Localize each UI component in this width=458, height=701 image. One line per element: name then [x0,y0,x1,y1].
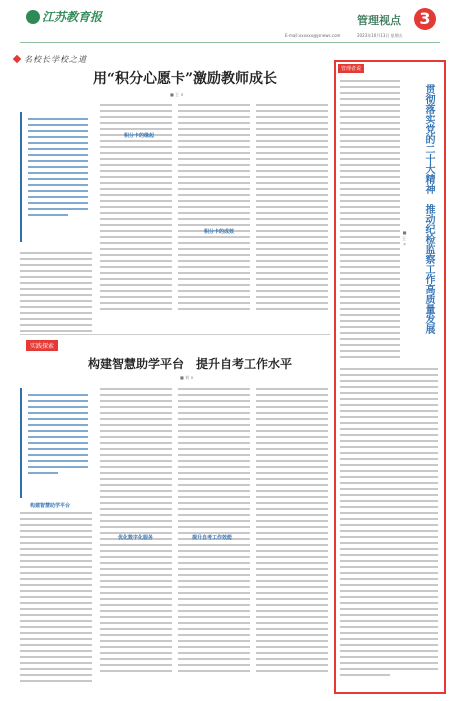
article-body-col2 [100,388,172,672]
column-tag: 名校长学校之道 [24,55,87,64]
sidebar-author: ■ 王 × [402,230,407,247]
sidebar-body-bottom [340,368,438,676]
quote-text-block [28,394,88,474]
sidebar-tag: 管理者说 [338,64,364,73]
sidebar-title: 贯彻落实党的二十大精神 推动纪检监察工作高质量发展 [423,84,434,334]
lead-quote-box [20,388,94,498]
quote-text-block [28,118,88,216]
article-body-col3 [178,104,250,310]
article-body-col4 [256,104,328,310]
article-title: 用“积分心愿卡”激励教师成长 [92,71,278,87]
article-title: 构建智慧助学平台 提升自考工作水平 [87,357,292,371]
subhead: 构建智慧助学平台 [30,503,71,509]
article-body-col1 [20,512,92,682]
diamond-icon [13,55,21,63]
logo-icon [26,10,40,24]
subhead: 积分卡的缘起 [124,133,155,139]
section-name: 管理视点 [357,14,401,27]
article-author: ■ 王 × [170,92,184,97]
page-number: 3 [414,8,436,30]
article-body-col3 [178,388,250,672]
sidebar-body-top [340,80,400,358]
section-divider [20,334,330,335]
article-body-col4 [256,388,328,672]
article-author: ■ 刘 × [180,375,194,380]
subhead: 提升自考工作效能 [192,535,233,541]
masthead-rule [20,42,440,43]
article-body-col1 [20,252,92,332]
subhead: 积分卡的成效 [204,229,235,235]
lead-quote-box [20,112,94,242]
contact-info: E-mail:xxxxxx@jsnews.com [285,33,341,38]
issue-date: 2023年10月13日 星期五 [357,33,403,38]
logo-text: 江苏教育报 [42,10,103,24]
column-tag: 实践探索 [26,340,58,351]
subhead: 优化数字化服务 [118,535,154,541]
masthead [0,0,458,48]
